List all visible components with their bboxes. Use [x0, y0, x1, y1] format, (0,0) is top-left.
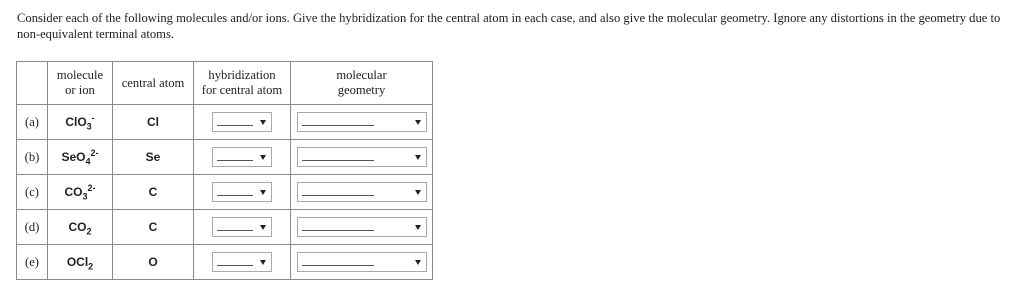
hybridization-cell [194, 140, 291, 175]
blank-line [302, 125, 374, 126]
formula-base: ClO [65, 114, 87, 129]
geometry-cell [291, 245, 433, 280]
blank-line [217, 230, 253, 231]
header-geometry-line1: molecular [336, 68, 387, 82]
formula-subscript: 2 [88, 260, 94, 271]
caret-down-icon [260, 155, 266, 160]
central-atom: Se [145, 149, 161, 164]
geometry-cell [291, 105, 433, 140]
geometry-cell [291, 140, 433, 175]
header-central-atom: central atom [113, 62, 194, 105]
header-molecule-line1: molecule [56, 68, 104, 82]
formula-cell [48, 140, 113, 175]
central-atom: C [148, 219, 158, 234]
central-atom-cell [113, 175, 194, 210]
formula [64, 182, 96, 201]
table-row [17, 175, 433, 210]
formula-base: SeO [61, 149, 86, 164]
central-atom: Cl [147, 114, 159, 129]
geometry-dropdown[interactable] [297, 112, 427, 132]
caret-down-icon [415, 225, 421, 230]
row-label: (e) [17, 245, 48, 280]
instructions-text: Consider each of the following molecules and/or ions. Give the hybridization for the central atom in each case, and also give the molecular geometry. Ignore any distortions in the geometry due to non-equivalent terminal atoms. [17, 11, 1001, 41]
central-atom: C [148, 184, 158, 199]
row-label: (c) [17, 175, 48, 210]
table-row [17, 210, 433, 245]
central-atom-cell [113, 210, 194, 245]
header-label-column [17, 62, 48, 105]
row-label: (a) [17, 105, 48, 140]
caret-down-icon [415, 190, 421, 195]
table-row [17, 245, 433, 280]
geometry-cell [291, 210, 433, 245]
hybridization-dropdown[interactable] [212, 217, 272, 237]
central-atom: O [148, 254, 158, 269]
header-geometry-line2: geometry [337, 83, 386, 97]
blank-line [302, 265, 374, 266]
hybridization-cell [194, 210, 291, 245]
formula-superscript: 2- [90, 147, 99, 158]
caret-down-icon [260, 225, 266, 230]
formula-subscript: 3 [86, 120, 92, 131]
hybridization-dropdown[interactable] [212, 182, 272, 202]
header-geometry [291, 62, 433, 105]
formula-cell [48, 245, 113, 280]
formula-cell [48, 175, 113, 210]
blank-line [217, 125, 253, 126]
header-molecule [48, 62, 113, 105]
row-label: (d) [17, 210, 48, 245]
blank-line [217, 195, 253, 196]
formula-subscript: 4 [85, 155, 91, 166]
header-hybridization [194, 62, 291, 105]
header-molecule-line2: or ion [65, 83, 95, 97]
blank-line [302, 195, 374, 196]
header-hybridization-line2: for central atom [201, 83, 283, 97]
geometry-dropdown[interactable] [297, 147, 427, 167]
table-body [17, 105, 433, 280]
header-hybridization-line1: hybridization [208, 68, 276, 82]
hybridization-cell [194, 175, 291, 210]
hybridization-cell [194, 105, 291, 140]
caret-down-icon [260, 190, 266, 195]
blank-line [217, 265, 253, 266]
caret-down-icon [260, 120, 266, 125]
table-row [17, 140, 433, 175]
blank-line [302, 160, 374, 161]
formula-subscript: 3 [82, 190, 88, 201]
row-label: (b) [17, 140, 48, 175]
caret-down-icon [260, 260, 266, 265]
formula-base: OCl [66, 254, 89, 269]
blank-line [217, 160, 253, 161]
formula [67, 255, 93, 269]
formula-cell [48, 210, 113, 245]
geometry-dropdown[interactable] [297, 182, 427, 202]
caret-down-icon [415, 260, 421, 265]
formula-base: CO [68, 219, 87, 234]
geometry-cell [291, 175, 433, 210]
central-atom-cell [113, 245, 194, 280]
formula-cell [48, 105, 113, 140]
formula-superscript: 2- [87, 182, 96, 193]
formula [61, 147, 99, 166]
caret-down-icon [415, 120, 421, 125]
geometry-dropdown[interactable] [297, 252, 427, 272]
central-atom-cell [113, 140, 194, 175]
formula [65, 112, 95, 131]
formula-base: CO [64, 184, 83, 199]
central-atom-cell [113, 105, 194, 140]
formula-subscript: 2 [86, 225, 92, 236]
formula-superscript: - [91, 112, 95, 123]
hybridization-table [16, 61, 433, 280]
geometry-dropdown[interactable] [297, 217, 427, 237]
caret-down-icon [415, 155, 421, 160]
formula [68, 220, 91, 234]
hybridization-dropdown[interactable] [212, 147, 272, 167]
hybridization-dropdown[interactable] [212, 112, 272, 132]
hybridization-cell [194, 245, 291, 280]
hybridization-dropdown[interactable] [212, 252, 272, 272]
blank-line [302, 230, 374, 231]
table-header-row [17, 62, 433, 105]
table-row [17, 105, 433, 140]
